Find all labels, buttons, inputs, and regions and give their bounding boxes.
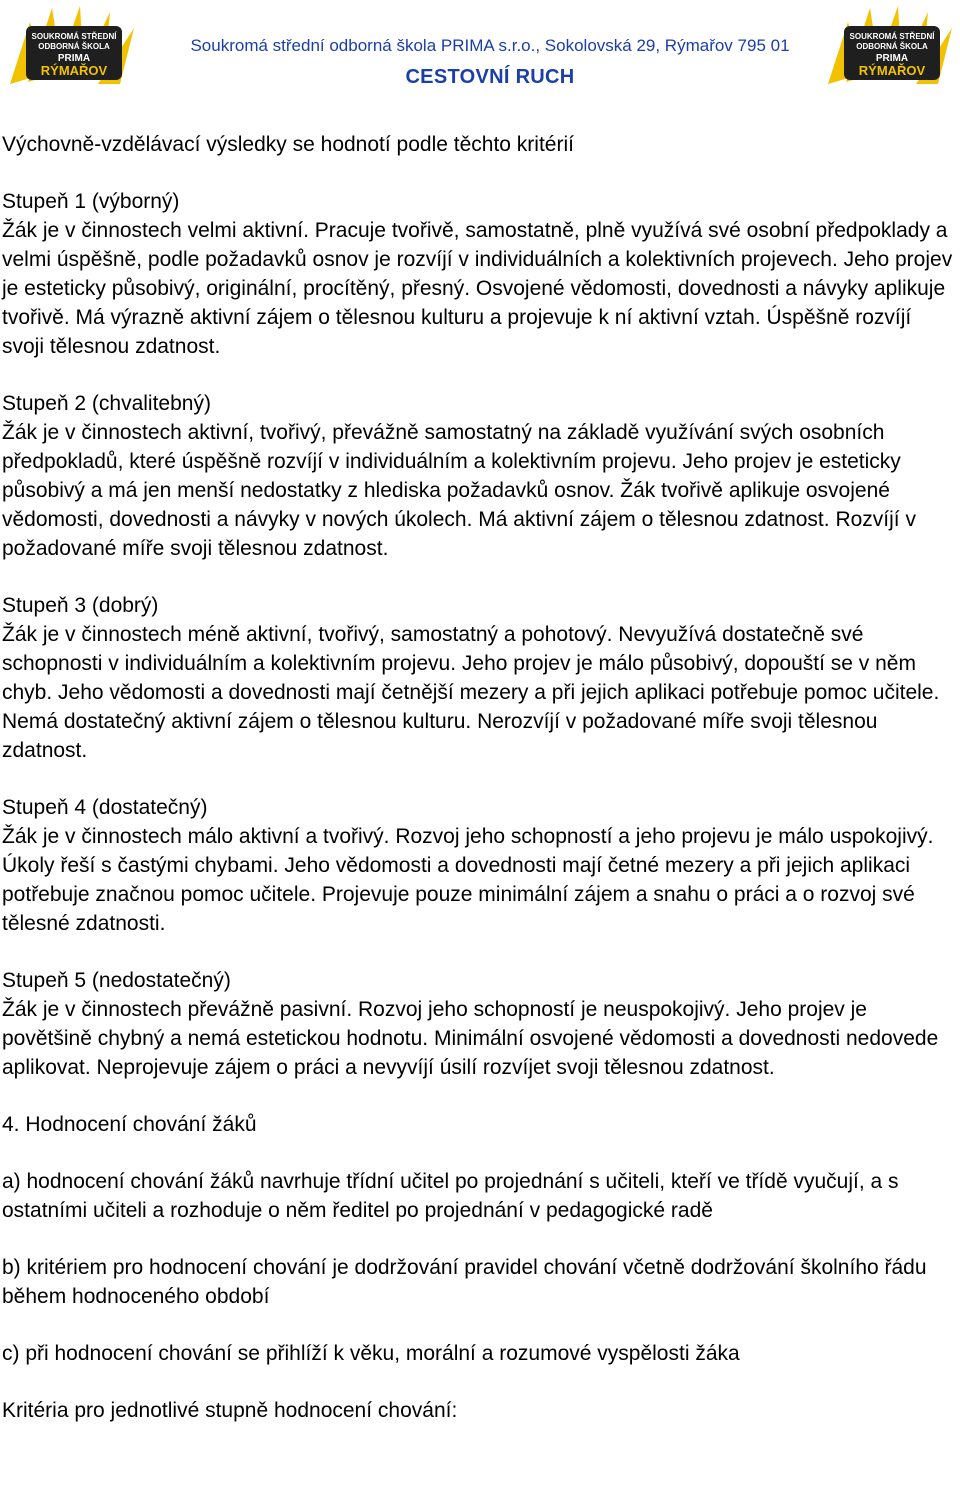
section-4-item-a-text: a) hodnocení chování žáků navrhuje třídní učitel po projednání s učiteli, kteří ve třídě vyučují, a s ostatními učiteli a rozhoduje o něm ředitel po projednání v pedagogické radě [2,1170,899,1222]
intro-text: Výchovně-vzdělávací výsledky se hodnotí podle těchto kritérií [2,133,574,156]
svg-text:SOUKROMÁ STŘEDNÍ: SOUKROMÁ STŘEDNÍ [849,32,935,41]
section-4-item-c-text: c) při hodnocení chování se přihlíží k věku, morální a rozumové vyspělosti žáka [2,1342,740,1365]
grade-5-text: Žák je v činnostech převážně pasivní. Rozvoj jeho schopností je neuspokojivý. Jeho projev je povětšině chybný a nemá estetickou hodnotu. Minimální osvojené vědomosti a dovednosti nedovede aplikovat. Neprojevuje zájem o práci a nevyvíjí úsilí rozvíjet svoji tělesnou zdatnost. [2,998,939,1079]
section-4-item-b-text: b) kritériem pro hodnocení chování je dodržování pravidel chování včetně dodržování školního řádu během hodnoceného období [2,1256,927,1308]
svg-text:RÝMAŘOV: RÝMAŘOV [40,63,108,78]
svg-text:RÝMAŘOV: RÝMAŘOV [858,63,926,78]
section-4-heading: 4. Hodnocení chování žáků [2,1113,257,1136]
grade-2-title: Stupeň 2 (chvalitebný) [2,392,211,415]
section-4-item-b [2,1253,958,1311]
grade-4-text: Žák je v činnostech málo aktivní a tvořivý. Rozvoj jeho schopností a jeho projevu je málo uspokojivý. Úkoly řeší s častými chybami. Jeho vědomosti a dovednosti mají četné mezery a při jejich aplikaci potřebuje značnou pomoc učitele. Projevuje pouze minimální zájem a snahu o práci a o rozvoj své tělesné zdatnosti. [2,825,934,935]
grade-4-title: Stupeň 4 (dostatečný) [2,796,208,819]
section-4-item-c [2,1339,958,1368]
grade-1-block [2,187,958,361]
school-logo-right [818,4,958,90]
program-title: CESTOVNÍ RUCH [405,66,575,88]
grade-5-block [2,966,958,1082]
school-logo-left [0,4,140,90]
grade-2-text: Žák je v činnostech aktivní, tvořivý, převážně samostatný na základě využívání svých osobních předpokladů, které úspěšně rozvíjí v individuálním a kolektivním projevu. Jeho projev je esteticky působivý a má jen menší nedostatky z hlediska požadavků osnov. Žák tvořivě aplikuje osvojené vědomosti, dovednosti a návyky v nových úkolech. Má aktivní zájem o tělesnou zdatnost. Rozvíjí v požadované míře svoji tělesnou zdatnost. [2,421,916,560]
grade-1-title: Stupeň 1 (výborný) [2,190,180,213]
svg-text:ODBORNÁ ŠKOLA: ODBORNÁ ŠKOLA [38,42,110,51]
section-4-heading-block [2,1110,958,1139]
grade-1-text: Žák je v činnostech velmi aktivní. Pracuje tvořivě, samostatně, plně využívá své osobní předpoklady a velmi úspěšně, podle požadavků osnov je rozvíjí v individuálních a kolektivních projevech. Jeho projev je esteticky působivý, originální, procítěný, přesný. Osvojené vědomosti, dovednosti a návyky aplikuje tvořivě. Má výrazně aktivní zájem o tělesnou kulturu a projevuje k ní aktivní vztah. Úspěšně rozvíjí svoji tělesnou zdatnost. [2,219,953,358]
school-logo-emblem-left [0,4,140,90]
svg-text:ODBORNÁ ŠKOLA: ODBORNÁ ŠKOLA [856,42,928,51]
school-address-header: Soukromá střední odborná škola PRIMA s.r.o., Sokolovská 29, Rýmařov 795 01 [190,36,790,55]
grade-5-title: Stupeň 5 (nedostatečný) [2,969,231,992]
section-4-item-a [2,1167,958,1225]
grade-2-block [2,389,958,563]
behavior-criteria-label: Kritéria pro jednotlivé stupně hodnocení chování: [2,1399,458,1422]
grade-4-block [2,793,958,938]
behavior-criteria-block [2,1396,958,1425]
document-body [2,130,958,1453]
svg-text:PRIMA: PRIMA [875,53,909,64]
svg-text:PRIMA: PRIMA [57,53,91,64]
school-logo-emblem-right [818,4,958,90]
grade-3-text: Žák je v činnostech méně aktivní, tvořivý, samostatný a pohotový. Nevyužívá dostatečně své schopnosti v individuálním a kolektivním projevu. Jeho projev je málo působivý, dopouští se v něm chyb. Jeho vědomosti a dovednosti mají četnější mezery a při jejich aplikaci potřebuje pomoc učitele. Nemá dostatečný aktivní zájem o tělesnou kulturu. Nerozvíjí v požadované míře svoji tělesnou zdatnost. [2,623,940,762]
grade-3-title: Stupeň 3 (dobrý) [2,594,159,617]
grade-3-block [2,591,958,765]
svg-text:SOUKROMÁ STŘEDNÍ: SOUKROMÁ STŘEDNÍ [31,32,117,41]
intro-paragraph [2,130,958,159]
